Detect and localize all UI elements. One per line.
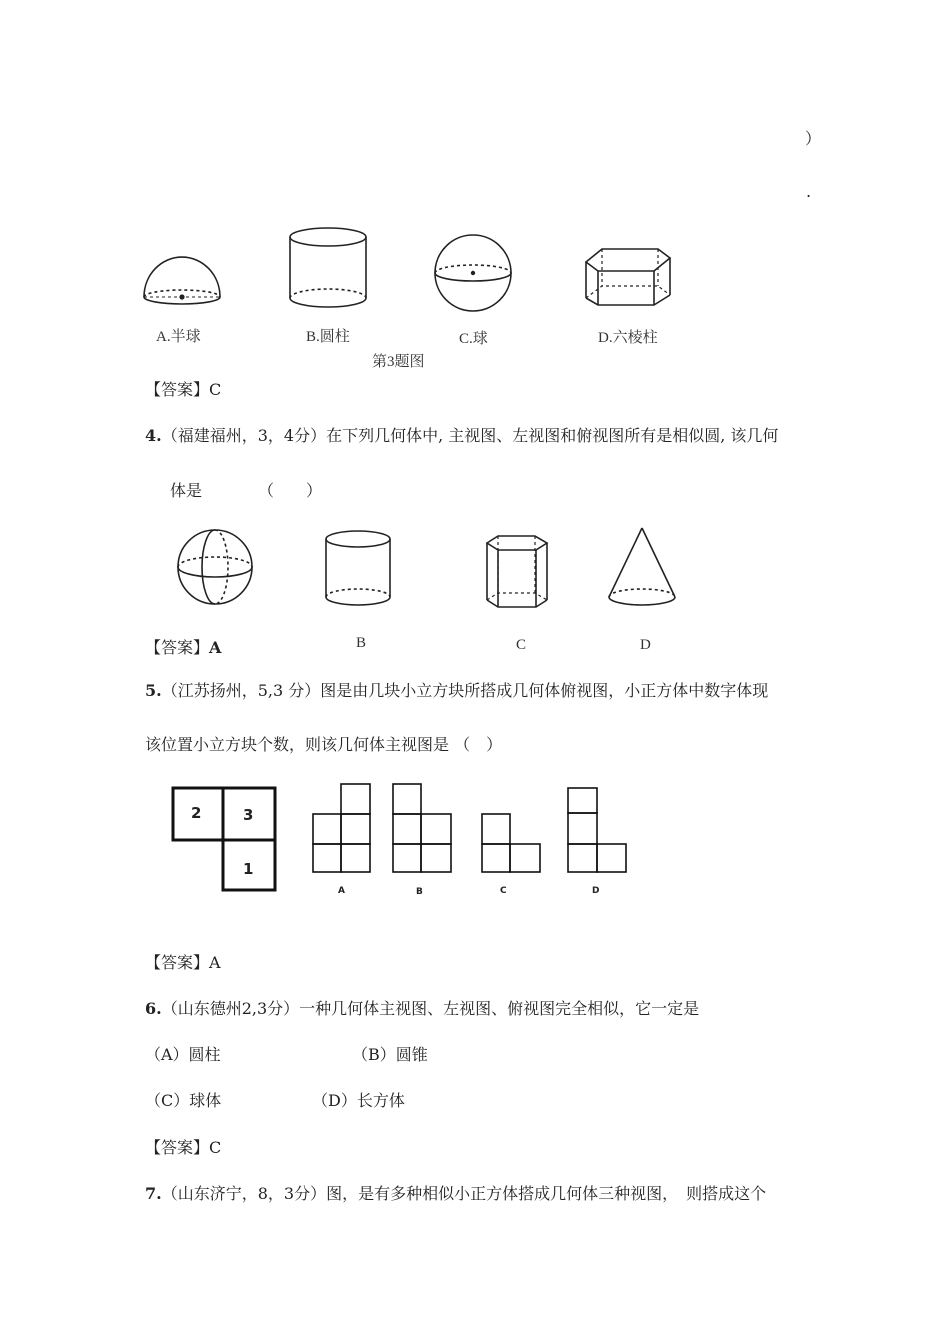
- q4-label-b: B: [356, 635, 367, 651]
- answer-value: A: [209, 638, 222, 657]
- grid-number-3: 3: [243, 806, 254, 824]
- option-c-figure: [482, 814, 540, 872]
- question-number: 5.: [145, 681, 162, 700]
- q4-question-line2: 体是: [170, 481, 203, 500]
- q5-question-line2: 该位置小立方块个数，则该几何体主视图是 （ ）: [145, 735, 503, 754]
- answer-prefix: 【答案】: [145, 953, 210, 972]
- q7-question-line1: [145, 1181, 766, 1204]
- question-text: （山东济宁，8，3分）图，是有多种相似小正方体搭成几何体三种视图， 则搭成这个: [161, 1184, 767, 1203]
- question-text: （福建福州，3，4分）在下列几何体中, 主视图、左视图和俯视图所有是相似圆, 该几何: [161, 426, 779, 445]
- grid-number-1: 1: [243, 860, 254, 878]
- option-a-figure: [313, 784, 370, 872]
- q5-label-b: B: [416, 887, 423, 897]
- top-paren: ）: [805, 129, 822, 148]
- question-number: 4.: [145, 426, 162, 445]
- q3-option-c: C.球: [459, 331, 488, 347]
- top-dot: .: [806, 182, 812, 201]
- grid-number-2: 2: [191, 804, 202, 822]
- q3-option-d: D.六棱柱: [598, 330, 658, 346]
- q5-label-d: D: [592, 886, 600, 896]
- q3-option-b: B.圆柱: [306, 329, 350, 345]
- q5-question-line1: [145, 678, 768, 701]
- answer-value: C: [209, 380, 222, 399]
- q6-option-b: （B）圆锥: [352, 1045, 428, 1064]
- answer-value: C: [209, 1138, 222, 1157]
- answer-prefix: 【答案】: [145, 1138, 210, 1157]
- globe-figure: [178, 530, 252, 604]
- q4-answer-paren: （ ）: [258, 481, 323, 500]
- q6-option-d: （D）长方体: [312, 1091, 405, 1110]
- answer-prefix: 【答案】: [145, 380, 210, 399]
- answer-prefix: 【答案】: [145, 638, 210, 657]
- q6-question-line1: [145, 996, 699, 1019]
- q4-answer: [145, 635, 221, 658]
- option-b-figure: [393, 784, 451, 872]
- q5-figures: [0, 780, 950, 900]
- question-number: 7.: [145, 1184, 162, 1203]
- q6-option-a: （A）圆柱: [145, 1045, 221, 1064]
- sphere-figure: [435, 235, 511, 311]
- q3-option-a: A.半球: [156, 329, 201, 345]
- q4-question-line1: [145, 423, 778, 446]
- option-d-figure: [568, 788, 626, 872]
- hexagonal-prism-figure: [586, 249, 670, 305]
- cylinder-figure: [290, 228, 366, 307]
- cone-figure: [609, 528, 675, 605]
- hexagonal-prism-figure-c: [487, 536, 547, 607]
- q5-label-a: A: [338, 886, 345, 896]
- cylinder-figure-b: [326, 531, 390, 605]
- q3-answer: [145, 377, 221, 400]
- answer-value: A: [209, 953, 221, 972]
- q5-answer: [145, 950, 221, 973]
- question-number: 6.: [145, 999, 162, 1018]
- q5-label-c: C: [500, 886, 507, 896]
- q4-figures: [0, 525, 950, 625]
- top-view-grid: [173, 788, 275, 890]
- hemisphere-figure: [144, 257, 220, 304]
- question-text: （江苏扬州，5,3 分）图是由几块小立方块所搭成几何体俯视图，小正方体中数字体现: [161, 681, 769, 700]
- q6-option-c: （C）球体: [145, 1091, 222, 1110]
- q3-caption: 第3题图: [372, 354, 425, 370]
- q4-label-d: D: [640, 637, 651, 653]
- question-text: （山东德州2,3分）一种几何体主视图、左视图、俯视图完全相似，它一定是: [161, 999, 700, 1018]
- q4-label-c: C: [516, 637, 527, 653]
- q6-answer: [145, 1135, 221, 1158]
